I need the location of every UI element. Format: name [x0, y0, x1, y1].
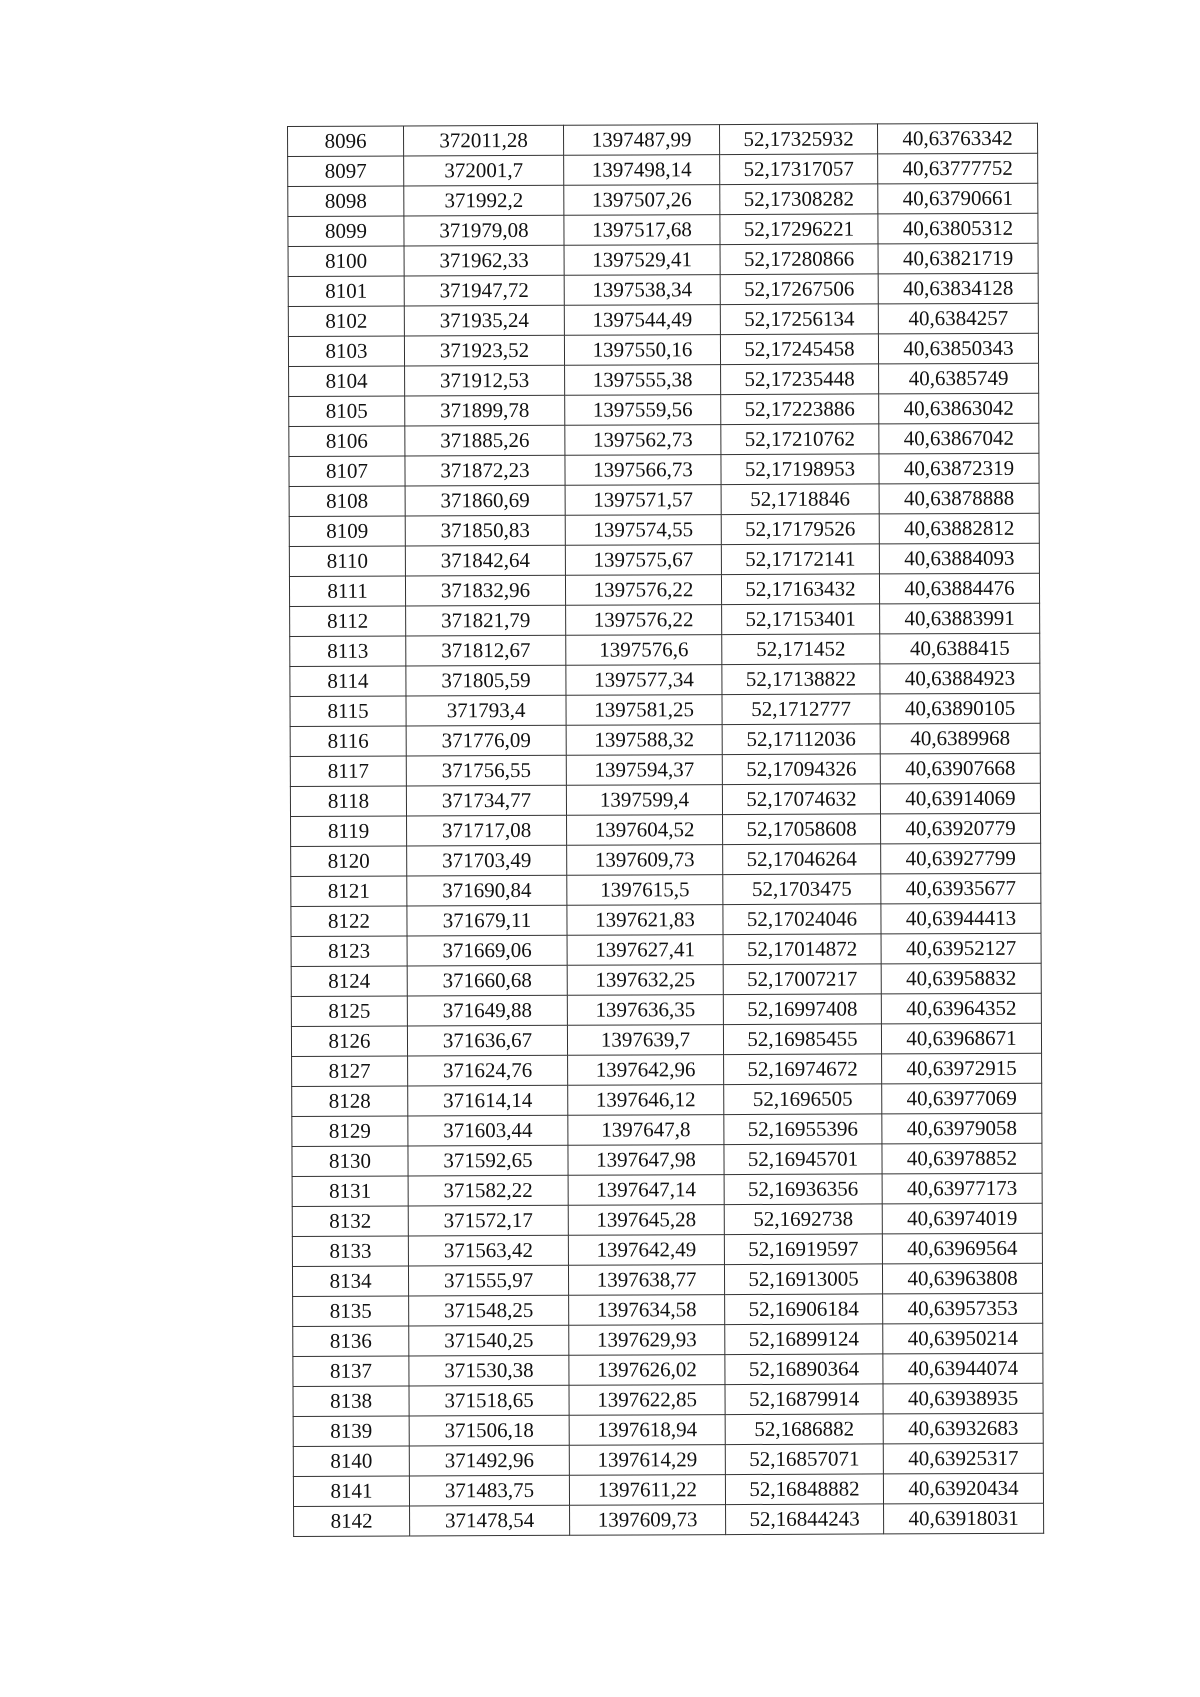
point-number-cell: 8139 [293, 1416, 409, 1447]
y-coordinate-cell: 1397550,16 [564, 335, 720, 366]
table-row [294, 1503, 1044, 1536]
point-number-cell: 8125 [291, 996, 407, 1027]
latitude-cell: 52,16955396 [724, 1114, 882, 1145]
table-row [293, 1413, 1043, 1446]
longitude-cell: 40,63978852 [882, 1143, 1042, 1174]
table-row [293, 1293, 1043, 1326]
longitude-cell: 40,63914069 [880, 783, 1040, 814]
x-coordinate-cell: 371555,97 [408, 1265, 568, 1296]
y-coordinate-cell: 1397498,14 [564, 155, 720, 186]
y-coordinate-cell: 1397604,52 [567, 815, 723, 846]
longitude-cell: 40,63872319 [879, 453, 1039, 484]
point-number-cell: 8127 [292, 1056, 408, 1087]
latitude-cell: 52,16899124 [725, 1324, 883, 1355]
point-number-cell: 8132 [292, 1206, 408, 1237]
x-coordinate-cell: 371679,11 [407, 905, 567, 936]
latitude-cell: 52,16906184 [725, 1294, 883, 1325]
longitude-cell: 40,6385749 [879, 363, 1039, 394]
latitude-cell: 52,17094326 [722, 754, 880, 785]
y-coordinate-cell: 1397559,56 [565, 395, 721, 426]
y-coordinate-cell: 1397646,12 [568, 1085, 724, 1116]
table-row [290, 723, 1040, 756]
point-number-cell: 8109 [289, 516, 405, 547]
point-number-cell: 8110 [289, 546, 405, 577]
point-number-cell: 8117 [290, 756, 406, 787]
point-number-cell: 8129 [292, 1116, 408, 1147]
y-coordinate-cell: 1397611,22 [569, 1475, 725, 1506]
latitude-cell: 52,17014872 [723, 934, 881, 965]
latitude-cell: 52,1696505 [724, 1084, 882, 1115]
latitude-cell: 52,17267506 [720, 274, 878, 305]
x-coordinate-cell: 371669,06 [407, 935, 567, 966]
longitude-cell: 40,63932683 [883, 1413, 1043, 1444]
point-number-cell: 8111 [289, 576, 405, 607]
table-row [288, 273, 1038, 306]
point-number-cell: 8099 [288, 216, 404, 247]
x-coordinate-cell: 371850,83 [405, 515, 565, 546]
latitude-cell: 52,17024046 [723, 904, 881, 935]
x-coordinate-cell: 371832,96 [405, 575, 565, 606]
point-number-cell: 8100 [288, 246, 404, 277]
latitude-cell: 52,17112036 [722, 724, 880, 755]
y-coordinate-cell: 1397574,55 [565, 515, 721, 546]
y-coordinate-cell: 1397529,41 [564, 245, 720, 276]
x-coordinate-cell: 371540,25 [409, 1325, 569, 1356]
longitude-cell: 40,63938935 [883, 1383, 1043, 1414]
latitude-cell: 52,17179526 [721, 514, 879, 545]
longitude-cell: 40,63958832 [881, 963, 1041, 994]
x-coordinate-cell: 371478,54 [410, 1505, 570, 1536]
table-row [293, 1323, 1043, 1356]
y-coordinate-cell: 1397642,96 [568, 1055, 724, 1086]
y-coordinate-cell: 1397645,28 [568, 1205, 724, 1236]
y-coordinate-cell: 1397618,94 [569, 1415, 725, 1446]
table-row [288, 123, 1038, 156]
x-coordinate-cell: 371703,49 [407, 845, 567, 876]
table-row [289, 543, 1039, 576]
latitude-cell: 52,1692738 [724, 1204, 882, 1235]
longitude-cell: 40,63821719 [878, 243, 1038, 274]
longitude-cell: 40,63974019 [882, 1203, 1042, 1234]
longitude-cell: 40,63863042 [879, 393, 1039, 424]
latitude-cell: 52,17223886 [721, 394, 879, 425]
longitude-cell: 40,63763342 [877, 123, 1037, 154]
table-row [291, 813, 1041, 846]
y-coordinate-cell: 1397575,67 [565, 545, 721, 576]
y-coordinate-cell: 1397636,35 [567, 995, 723, 1026]
longitude-cell: 40,63968671 [881, 1023, 1041, 1054]
table-row [289, 513, 1039, 546]
latitude-cell: 52,16844243 [726, 1504, 884, 1535]
longitude-cell: 40,63805312 [878, 213, 1038, 244]
longitude-cell: 40,6384257 [878, 303, 1038, 334]
latitude-cell: 52,17210762 [721, 424, 879, 455]
x-coordinate-cell: 371860,69 [405, 485, 565, 516]
y-coordinate-cell: 1397621,83 [567, 905, 723, 936]
longitude-cell: 40,63884476 [879, 573, 1039, 604]
x-coordinate-cell: 371935,24 [404, 305, 564, 336]
longitude-cell: 40,63884923 [880, 663, 1040, 694]
x-coordinate-cell: 371483,75 [409, 1475, 569, 1506]
y-coordinate-cell: 1397609,73 [567, 845, 723, 876]
longitude-cell: 40,63920434 [883, 1473, 1043, 1504]
table-row [288, 303, 1038, 336]
y-coordinate-cell: 1397622,85 [569, 1385, 725, 1416]
longitude-cell: 40,63977173 [882, 1173, 1042, 1204]
y-coordinate-cell: 1397576,22 [565, 575, 721, 606]
table-row [289, 363, 1039, 396]
table-row [289, 393, 1039, 426]
x-coordinate-cell: 371636,67 [407, 1025, 567, 1056]
longitude-cell: 40,6389968 [880, 723, 1040, 754]
x-coordinate-cell: 371805,59 [406, 665, 566, 696]
x-coordinate-cell: 371582,22 [408, 1175, 568, 1206]
table-row [293, 1383, 1043, 1416]
point-number-cell: 8118 [290, 786, 406, 817]
x-coordinate-cell: 371872,23 [405, 455, 565, 486]
longitude-cell: 40,63950214 [883, 1323, 1043, 1354]
y-coordinate-cell: 1397538,34 [564, 275, 720, 306]
point-number-cell: 8096 [288, 126, 404, 157]
latitude-cell: 52,17325932 [719, 124, 877, 155]
table-row [290, 693, 1040, 726]
x-coordinate-cell: 371842,64 [405, 545, 565, 576]
table-row [292, 1203, 1042, 1236]
table-row [291, 873, 1041, 906]
y-coordinate-cell: 1397562,73 [565, 425, 721, 456]
point-number-cell: 8115 [290, 696, 406, 727]
longitude-cell: 40,63882812 [879, 513, 1039, 544]
x-coordinate-cell: 371690,84 [407, 875, 567, 906]
point-number-cell: 8097 [288, 156, 404, 187]
longitude-cell: 40,63834128 [878, 273, 1038, 304]
point-number-cell: 8120 [291, 846, 407, 877]
y-coordinate-cell: 1397647,14 [568, 1175, 724, 1206]
y-coordinate-cell: 1397629,93 [569, 1325, 725, 1356]
point-number-cell: 8140 [293, 1446, 409, 1477]
y-coordinate-cell: 1397507,26 [564, 185, 720, 216]
table-row [291, 903, 1041, 936]
point-number-cell: 8123 [291, 936, 407, 967]
latitude-cell: 52,17308282 [720, 184, 878, 215]
x-coordinate-cell: 371530,38 [409, 1355, 569, 1386]
longitude-cell: 40,63878888 [879, 483, 1039, 514]
table-row [289, 453, 1039, 486]
point-number-cell: 8135 [293, 1296, 409, 1327]
x-coordinate-cell: 371624,76 [408, 1055, 568, 1086]
latitude-cell: 52,17074632 [722, 784, 880, 815]
point-number-cell: 8122 [291, 906, 407, 937]
point-number-cell: 8121 [291, 876, 407, 907]
y-coordinate-cell: 1397581,25 [566, 695, 722, 726]
x-coordinate-cell: 371572,17 [408, 1205, 568, 1236]
x-coordinate-cell: 371563,42 [408, 1235, 568, 1266]
table-row [288, 333, 1038, 366]
point-number-cell: 8124 [291, 966, 407, 997]
y-coordinate-cell: 1397634,58 [569, 1295, 725, 1326]
x-coordinate-cell: 371734,77 [406, 785, 566, 816]
y-coordinate-cell: 1397594,37 [566, 755, 722, 786]
x-coordinate-cell: 371979,08 [404, 215, 564, 246]
latitude-cell: 52,16936356 [724, 1174, 882, 1205]
longitude-cell: 40,63907668 [880, 753, 1040, 784]
longitude-cell: 40,63867042 [879, 423, 1039, 454]
x-coordinate-cell: 371962,33 [404, 245, 564, 276]
latitude-cell: 52,17138822 [722, 664, 880, 695]
latitude-cell: 52,17153401 [722, 604, 880, 635]
table-row [292, 1113, 1042, 1146]
y-coordinate-cell: 1397626,02 [569, 1355, 725, 1386]
point-number-cell: 8108 [289, 486, 405, 517]
longitude-cell: 40,63944074 [883, 1353, 1043, 1384]
table-row [288, 153, 1038, 186]
x-coordinate-cell: 371821,79 [406, 605, 566, 636]
y-coordinate-cell: 1397609,73 [570, 1505, 726, 1536]
point-number-cell: 8138 [293, 1386, 409, 1417]
x-coordinate-cell: 372001,7 [404, 155, 564, 186]
latitude-cell: 52,16997408 [723, 994, 881, 1025]
longitude-cell: 40,63777752 [878, 153, 1038, 184]
point-number-cell: 8102 [288, 306, 404, 337]
table-row [291, 1023, 1041, 1056]
x-coordinate-cell: 371947,72 [404, 275, 564, 306]
point-number-cell: 8098 [288, 186, 404, 217]
latitude-cell: 52,17245458 [720, 334, 878, 365]
y-coordinate-cell: 1397576,6 [566, 635, 722, 666]
y-coordinate-cell: 1397632,25 [567, 965, 723, 996]
point-number-cell: 8126 [291, 1026, 407, 1057]
point-number-cell: 8116 [290, 726, 406, 757]
latitude-cell: 52,16945701 [724, 1144, 882, 1175]
point-number-cell: 8113 [290, 636, 406, 667]
coordinates-table-body [288, 123, 1044, 1536]
longitude-cell: 40,63850343 [878, 333, 1038, 364]
latitude-cell: 52,16857071 [725, 1444, 883, 1475]
y-coordinate-cell: 1397642,49 [568, 1235, 724, 1266]
y-coordinate-cell: 1397566,73 [565, 455, 721, 486]
longitude-cell: 40,63884093 [879, 543, 1039, 574]
longitude-cell: 40,6388415 [880, 633, 1040, 664]
longitude-cell: 40,63963808 [882, 1263, 1042, 1294]
x-coordinate-cell: 371592,65 [408, 1145, 568, 1176]
y-coordinate-cell: 1397571,57 [565, 485, 721, 516]
table-row [288, 243, 1038, 276]
table-row [290, 783, 1040, 816]
latitude-cell: 52,171452 [722, 634, 880, 665]
y-coordinate-cell: 1397588,32 [566, 725, 722, 756]
table-row [292, 1233, 1042, 1266]
latitude-cell: 52,17256134 [720, 304, 878, 335]
y-coordinate-cell: 1397517,68 [564, 215, 720, 246]
x-coordinate-cell: 371717,08 [407, 815, 567, 846]
y-coordinate-cell: 1397647,8 [568, 1115, 724, 1146]
table-row [293, 1353, 1043, 1386]
latitude-cell: 52,17163432 [721, 574, 879, 605]
y-coordinate-cell: 1397577,34 [566, 665, 722, 696]
latitude-cell: 52,16913005 [724, 1264, 882, 1295]
y-coordinate-cell: 1397599,4 [566, 785, 722, 816]
longitude-cell: 40,63979058 [882, 1113, 1042, 1144]
longitude-cell: 40,63883991 [880, 603, 1040, 634]
x-coordinate-cell: 371603,44 [408, 1115, 568, 1146]
latitude-cell: 52,17007217 [723, 964, 881, 995]
point-number-cell: 8119 [291, 816, 407, 847]
point-number-cell: 8114 [290, 666, 406, 697]
longitude-cell: 40,63918031 [884, 1503, 1044, 1534]
longitude-cell: 40,63925317 [883, 1443, 1043, 1474]
y-coordinate-cell: 1397627,41 [567, 935, 723, 966]
table-row [289, 423, 1039, 456]
table-row [292, 1173, 1042, 1206]
longitude-cell: 40,63935677 [881, 873, 1041, 904]
latitude-cell: 52,1686882 [725, 1414, 883, 1445]
y-coordinate-cell: 1397544,49 [564, 305, 720, 336]
point-number-cell: 8104 [289, 366, 405, 397]
point-number-cell: 8106 [289, 426, 405, 457]
latitude-cell: 52,1703475 [723, 874, 881, 905]
y-coordinate-cell: 1397638,77 [568, 1265, 724, 1296]
longitude-cell: 40,63977069 [882, 1083, 1042, 1114]
point-number-cell: 8112 [290, 606, 406, 637]
latitude-cell: 52,17198953 [721, 454, 879, 485]
table-row [290, 753, 1040, 786]
point-number-cell: 8134 [292, 1266, 408, 1297]
latitude-cell: 52,16848882 [725, 1474, 883, 1505]
longitude-cell: 40,63972915 [882, 1053, 1042, 1084]
x-coordinate-cell: 371992,2 [404, 185, 564, 216]
point-number-cell: 8105 [289, 396, 405, 427]
x-coordinate-cell: 371756,55 [406, 755, 566, 786]
point-number-cell: 8133 [292, 1236, 408, 1267]
point-number-cell: 8128 [292, 1086, 408, 1117]
table-row [292, 1263, 1042, 1296]
longitude-cell: 40,63790661 [878, 183, 1038, 214]
table-row [290, 633, 1040, 666]
longitude-cell: 40,63920779 [881, 813, 1041, 844]
latitude-cell: 52,17046264 [723, 844, 881, 875]
table-row [291, 993, 1041, 1026]
x-coordinate-cell: 371776,09 [406, 725, 566, 756]
point-number-cell: 8101 [288, 276, 404, 307]
table-row [290, 663, 1040, 696]
x-coordinate-cell: 371649,88 [407, 995, 567, 1026]
latitude-cell: 52,16974672 [724, 1054, 882, 1085]
longitude-cell: 40,63944413 [881, 903, 1041, 934]
longitude-cell: 40,63964352 [881, 993, 1041, 1024]
point-number-cell: 8142 [294, 1506, 410, 1537]
table-row [292, 1053, 1042, 1086]
latitude-cell: 52,16985455 [723, 1024, 881, 1055]
table-row [288, 183, 1038, 216]
x-coordinate-cell: 371660,68 [407, 965, 567, 996]
x-coordinate-cell: 371812,67 [406, 635, 566, 666]
point-number-cell: 8103 [288, 336, 404, 367]
latitude-cell: 52,16890364 [725, 1354, 883, 1385]
table-row [291, 963, 1041, 996]
table-row [292, 1143, 1042, 1176]
y-coordinate-cell: 1397639,7 [567, 1025, 723, 1056]
latitude-cell: 52,17296221 [720, 214, 878, 245]
coordinates-table [287, 123, 1044, 1537]
x-coordinate-cell: 371899,78 [405, 395, 565, 426]
point-number-cell: 8136 [293, 1326, 409, 1357]
latitude-cell: 52,17235448 [721, 364, 879, 395]
longitude-cell: 40,63952127 [881, 933, 1041, 964]
point-number-cell: 8141 [293, 1476, 409, 1507]
x-coordinate-cell: 372011,28 [404, 125, 564, 156]
y-coordinate-cell: 1397555,38 [565, 365, 721, 396]
x-coordinate-cell: 371518,65 [409, 1385, 569, 1416]
longitude-cell: 40,63927799 [881, 843, 1041, 874]
x-coordinate-cell: 371548,25 [409, 1295, 569, 1326]
latitude-cell: 52,17317057 [720, 154, 878, 185]
y-coordinate-cell: 1397576,22 [566, 605, 722, 636]
x-coordinate-cell: 371506,18 [409, 1415, 569, 1446]
x-coordinate-cell: 371885,26 [405, 425, 565, 456]
table-row [291, 933, 1041, 966]
table-row [292, 1083, 1042, 1116]
table-row [289, 573, 1039, 606]
y-coordinate-cell: 1397487,99 [563, 125, 719, 156]
point-number-cell: 8130 [292, 1146, 408, 1177]
latitude-cell: 52,17058608 [723, 814, 881, 845]
x-coordinate-cell: 371614,14 [408, 1085, 568, 1116]
y-coordinate-cell: 1397615,5 [567, 875, 723, 906]
point-number-cell: 8131 [292, 1176, 408, 1207]
longitude-cell: 40,63969564 [882, 1233, 1042, 1264]
table-row [293, 1443, 1043, 1476]
table-row [288, 213, 1038, 246]
latitude-cell: 52,1712777 [722, 694, 880, 725]
table-row [293, 1473, 1043, 1506]
x-coordinate-cell: 371793,4 [406, 695, 566, 726]
latitude-cell: 52,1718846 [721, 484, 879, 515]
table-row [290, 603, 1040, 636]
x-coordinate-cell: 371923,52 [404, 335, 564, 366]
table-row [291, 843, 1041, 876]
longitude-cell: 40,63957353 [883, 1293, 1043, 1324]
latitude-cell: 52,16919597 [724, 1234, 882, 1265]
latitude-cell: 52,17172141 [721, 544, 879, 575]
longitude-cell: 40,63890105 [880, 693, 1040, 724]
latitude-cell: 52,17280866 [720, 244, 878, 275]
point-number-cell: 8107 [289, 456, 405, 487]
latitude-cell: 52,16879914 [725, 1384, 883, 1415]
table-row [289, 483, 1039, 516]
y-coordinate-cell: 1397614,29 [569, 1445, 725, 1476]
x-coordinate-cell: 371492,96 [409, 1445, 569, 1476]
point-number-cell: 8137 [293, 1356, 409, 1387]
x-coordinate-cell: 371912,53 [405, 365, 565, 396]
y-coordinate-cell: 1397647,98 [568, 1145, 724, 1176]
